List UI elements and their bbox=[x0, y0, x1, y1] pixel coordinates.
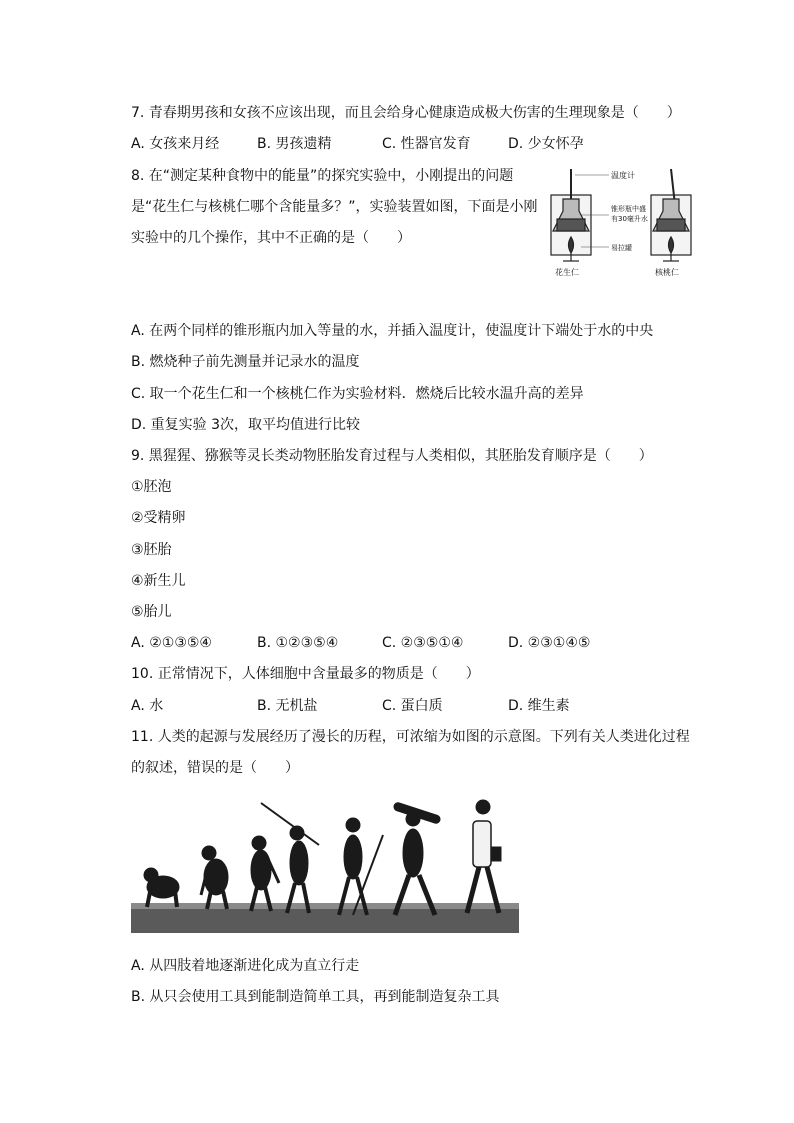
figure-ape bbox=[144, 868, 179, 907]
q8-option-b: B. 燃烧种子前先测量并记录水的温度 bbox=[131, 354, 360, 370]
figure-early-hominid bbox=[201, 846, 228, 909]
q7-option-d: D. 少女怀孕 bbox=[508, 136, 584, 152]
q11-stem-line-2: 的叙述，错误的是（ ） bbox=[131, 760, 299, 776]
label-thermometer: 温度计 bbox=[611, 171, 635, 180]
figure-australopithecus bbox=[251, 836, 279, 911]
figure-early-human-spear bbox=[339, 818, 383, 915]
label-flask-line-1: 锥形瓶中盛 bbox=[611, 205, 646, 213]
calorimeter-apparatus-figure bbox=[545, 165, 695, 284]
figure-homo-erectus bbox=[261, 803, 319, 913]
q9-option-a: A. ②①③⑤④ bbox=[131, 635, 212, 651]
q9-option-c: C. ②③⑤①④ bbox=[382, 635, 464, 651]
q7-option-b: B. 男孩遗精 bbox=[257, 136, 332, 152]
q10-option-c: C. 蛋白质 bbox=[382, 698, 443, 714]
q9-item-2: ②受精卵 bbox=[131, 510, 186, 526]
q11-option-a: A. 从四肢着地逐渐进化成为直立行走 bbox=[131, 958, 360, 974]
q10-option-a: A. 水 bbox=[131, 698, 164, 714]
q8-stem-line-2: 是“花生仁与核桃仁哪个含能量多？”，实验装置如图，下面是小刚 bbox=[131, 199, 538, 215]
q8-option-c: C. 取一个花生仁和一个核桃仁作为实验材料．燃烧后比较水温升高的差异 bbox=[131, 386, 584, 402]
q9-item-1: ①胚泡 bbox=[131, 479, 172, 495]
human-evolution-figure bbox=[131, 795, 519, 941]
q9-item-3: ③胚胎 bbox=[131, 542, 172, 558]
q9-item-5: ⑤胎儿 bbox=[131, 604, 172, 620]
q10-option-b: B. 无机盐 bbox=[257, 698, 318, 714]
q7-option-a: A. 女孩来月经 bbox=[131, 136, 220, 152]
label-peanut: 花生仁 bbox=[555, 268, 579, 277]
q10-option-d: D. 维生素 bbox=[508, 698, 570, 714]
q8-option-d: D. 重复实验 3次，取平均值进行比较 bbox=[131, 417, 361, 433]
q8-stem-line-1: 8. 在“测定某种食物中的能量”的探究实验中，小刚提出的问题 bbox=[131, 168, 514, 184]
label-flask-line-2: 有30毫升水 bbox=[611, 215, 648, 223]
evolution-silhouettes bbox=[144, 800, 501, 915]
q7-stem: 7. 青春期男孩和女孩不应该出现，而且会给身心健康造成极大伤害的生理现象是（ ） bbox=[131, 105, 681, 121]
q8-option-a: A. 在两个同样的锥形瓶内加入等量的水，并插入温度计，使温度计下端处于水的中央 bbox=[131, 323, 654, 339]
label-can: 易拉罐 bbox=[611, 244, 632, 252]
figure-modern-human bbox=[467, 800, 501, 913]
label-walnut: 核桃仁 bbox=[655, 268, 679, 277]
q9-stem: 9. 黑猩猩、猕猴等灵长类动物胚胎发育过程与人类相似，其胚胎发育顺序是（ ） bbox=[131, 448, 653, 464]
q9-option-b: B. ①②③⑤④ bbox=[257, 635, 339, 651]
figure-human-carrying-log bbox=[393, 802, 441, 915]
q8-stem-line-3: 实验中的几个操作，其中不正确的是（ ） bbox=[131, 230, 411, 246]
q11-option-b: B. 从只会使用工具到能制造简单工具，再到能制造复杂工具 bbox=[131, 989, 500, 1005]
q9-item-4: ④新生儿 bbox=[131, 573, 186, 589]
q11-stem-line-1: 11. 人类的起源与发展经历了漫长的历程，可浓缩为如图的示意图。下列有关人类进化过程 bbox=[131, 729, 690, 745]
q10-stem: 10. 正常情况下，人体细胞中含量最多的物质是（ ） bbox=[131, 666, 480, 682]
right-apparatus bbox=[651, 169, 691, 261]
q7-option-c: C. 性器官发育 bbox=[382, 136, 471, 152]
q9-option-d: D. ②③①④⑤ bbox=[508, 635, 591, 651]
